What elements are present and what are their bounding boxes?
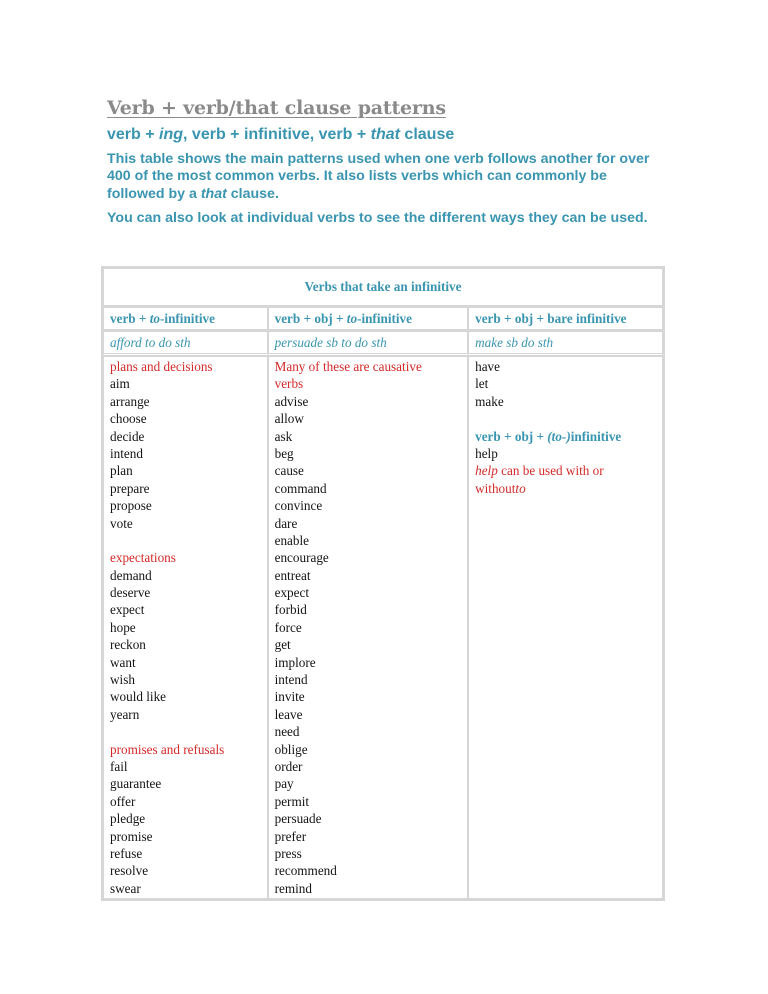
table-title: Verbs that take an infinitive [103,268,663,307]
verb-item: pay [274,776,294,792]
verb-item: make [475,393,504,409]
verb-item: dare [274,515,298,531]
verb-item: aim [110,376,130,392]
verb-item: promise [110,828,153,844]
heading-text: verb + obj + [274,311,347,326]
note-text-italic: help [475,463,498,479]
heading-text-italic: to [346,311,358,326]
page-title: Verb + verb/that clause patterns [107,97,446,119]
verb-item: force [274,619,302,635]
subtitle-part-italic: that [370,126,400,143]
examples-row [103,331,663,356]
intro-text: clause. [226,185,279,202]
verb-item: oblige [274,741,308,757]
subtitle-part-italic: ing [159,126,184,143]
verb-item: advise [274,393,309,409]
note-text: can be used with or [497,463,604,479]
column-heading-bare-infinitive [468,307,663,331]
verb-item: enable [274,532,310,548]
verb-item: offer [110,793,136,809]
verb-item: wish [110,672,135,688]
example-bare-infinitive: make sb do sth [468,331,663,356]
verb-list-bare-infinitive [475,358,656,428]
heading-text-italic: to [149,311,161,326]
verb-item: prefer [274,828,307,844]
verb-item: help [475,445,498,461]
verb-item: need [274,724,300,740]
verb-lists-row [103,356,663,899]
list-spacer [110,723,261,740]
category-label: Many of these are causative [274,359,422,374]
verb-item: refuse [110,845,143,861]
verb-item: propose [110,498,152,514]
column-heading-obj-to-infinitive [268,307,469,331]
verb-item: invite [274,689,305,705]
verb-item: entreat [274,567,311,583]
example-to-infinitive: afford to do sth [103,331,268,356]
verb-list-cell-3 [468,356,663,899]
verb-item: want [110,654,136,670]
verb-item: forbid [274,602,307,618]
verb-item: plan [110,463,133,479]
verb-item: vote [110,515,133,531]
heading-text: infinitive [570,428,622,444]
verb-item: arrange [110,393,150,409]
verb-item: guarantee [110,776,162,792]
heading-text: -infinitive [160,311,215,326]
category-label: verbs [274,376,304,392]
category-label: plans and decisions [110,359,213,374]
note-text: without [475,480,516,496]
verb-item: recommend [274,863,337,879]
verb-item: cause [274,463,304,479]
verb-item: would like [110,689,167,705]
verb-item: let [475,376,489,392]
heading-text: verb + obj + [475,428,548,444]
verb-item: encourage [274,550,329,566]
verb-pattern-table [101,266,665,901]
verb-item: expect [274,585,310,601]
verb-item: permit [274,793,310,809]
verb-item: demand [110,567,152,583]
usage-note-line [475,480,656,497]
verb-item: swear [110,880,141,896]
verb-item: intend [110,445,143,461]
verb-item: deserve [110,585,151,601]
verb-item: decide [110,428,145,444]
page-subtitle [107,124,667,146]
verb-list-obj-to-infinitive [275,358,462,897]
verb-item: ask [274,428,293,444]
verb-item: expect [110,602,145,618]
verb-item: intend [274,672,308,688]
intro-text-italic: that [200,185,227,202]
category-label: expectations [110,550,176,566]
verb-item: resolve [110,863,149,879]
document-page [107,96,667,227]
verb-item: hope [110,619,136,635]
heading-text-italic: (to-) [547,428,571,444]
verb-item: prepare [110,480,150,496]
list-spacer [475,410,656,427]
usage-note-line [475,462,656,479]
verb-item: implore [274,654,316,670]
verb-item: yearn [110,706,140,722]
verb-item: leave [274,706,303,722]
verb-item: beg [274,445,294,461]
example-obj-to-infinitive: persuade sb to do sth [268,331,469,356]
verb-item: fail [110,758,128,774]
intro-paragraph [107,151,663,203]
verb-item: choose [110,411,147,427]
verb-item: press [274,845,302,861]
subsection-heading [475,428,656,445]
subtitle-part: , verb + infinitive, verb + [183,126,371,143]
verb-list-cell-2 [268,356,469,899]
category-label: promises and refusals [110,741,225,757]
subtitle-part: clause [399,126,455,143]
verb-item: reckon [110,637,146,653]
verb-item: command [274,480,327,496]
subsection-to-infinitive-optional [475,428,656,498]
column-headings-row [103,307,663,331]
heading-text: verb + [110,311,150,326]
verb-item: have [475,359,501,374]
intro-text: This table shows the main patterns used when one verb follows another for over 400 of the most common verbs. It also lists verbs which can commonly be followed by a [107,151,650,202]
verb-item: order [274,758,303,774]
table-title-row [103,268,663,307]
verb-item: convince [274,498,323,514]
verb-list-to-infinitive [110,358,261,897]
intro-paragraph-2: You can also look at individual verbs to see the different ways they can be used. [107,209,648,226]
verb-list-cell-1 [103,356,268,899]
verb-item: remind [274,880,312,896]
list-spacer [110,532,261,549]
verb-item: persuade [274,811,322,827]
heading-text: verb + obj + bare infinitive [475,311,627,326]
verb-item: pledge [110,811,146,827]
heading-text: -infinitive [357,311,412,326]
verb-item: allow [274,411,304,427]
verb-item: get [274,637,291,653]
subtitle-part: verb + [107,126,160,143]
note-text-italic: to [515,480,526,496]
column-heading-to-infinitive [103,307,268,331]
